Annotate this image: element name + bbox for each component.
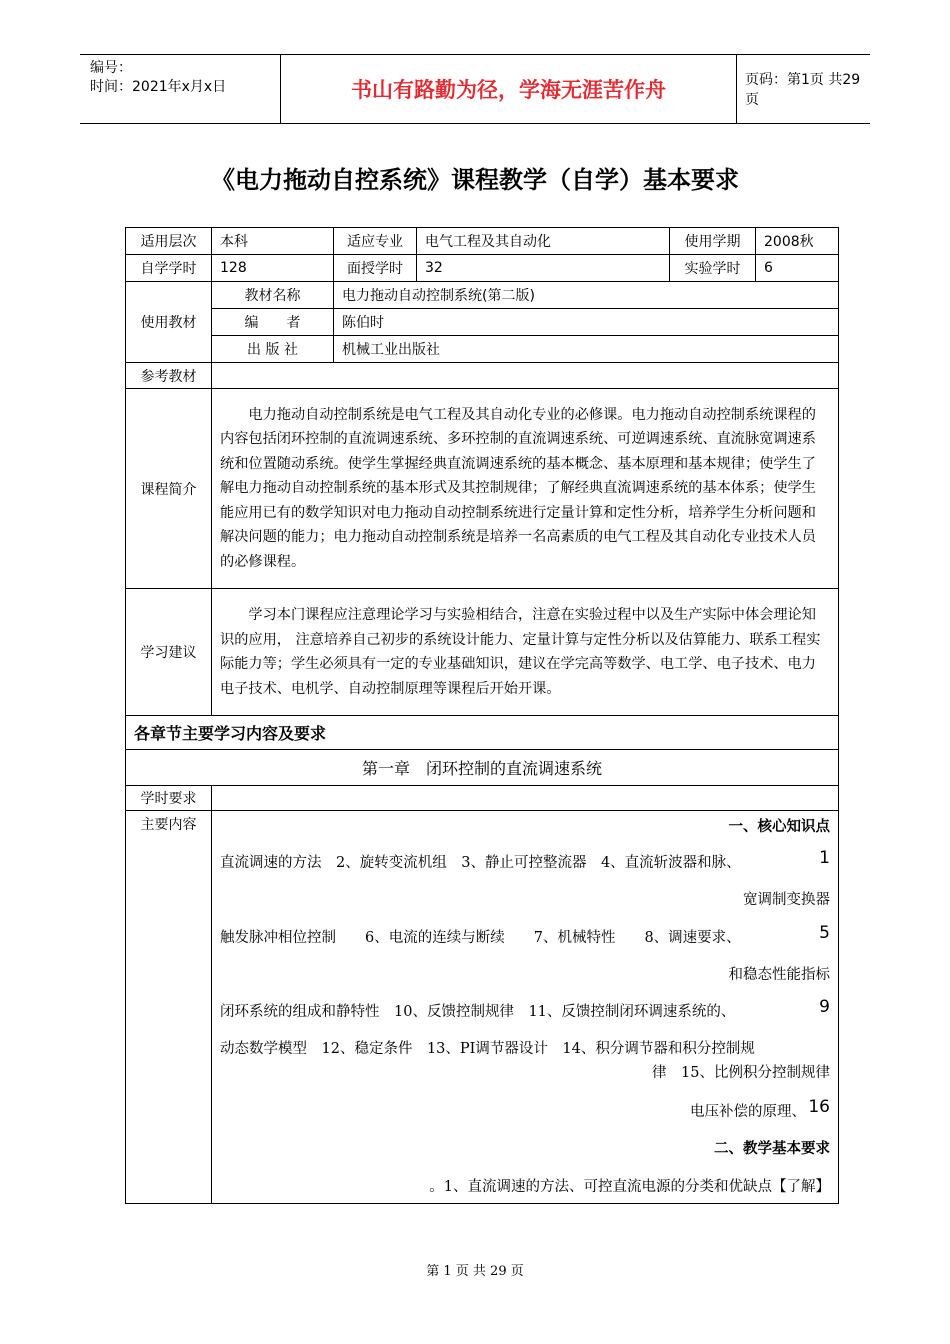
editor-label: 编 者 — [212, 309, 334, 336]
self-hours-label: 自学学时 — [126, 255, 212, 282]
reference-label: 参考教材 — [126, 363, 212, 389]
header-motto: 书山有路勤为径，学海无涯苦作舟 — [280, 55, 737, 123]
item-number: 1 — [819, 848, 830, 868]
intro-label: 课程简介 — [126, 389, 212, 589]
table-row — [126, 336, 839, 363]
table-row — [126, 786, 839, 811]
table-row — [126, 811, 839, 1204]
publisher-label: 出 版 社 — [212, 336, 334, 363]
core-points-heading: 一、核心知识点 — [728, 819, 830, 835]
page-header — [80, 54, 870, 124]
level-value: 本科 — [212, 228, 334, 255]
content-line: 和稳态性能指标 — [728, 967, 830, 983]
textbook-label: 使用教材 — [126, 282, 212, 363]
content-line: 直流调速的方法 2、旋转变流机组 3、静止可控整流器 4、直流斩波器和脉、 — [220, 855, 741, 871]
content-line: 触发脉冲相位控制 6、电流的连续与断续 7、机械特性 8、调速要求、 — [220, 930, 741, 946]
table-row — [126, 282, 839, 309]
hours-req-value — [212, 786, 839, 811]
hours-req-label: 学时要求 — [126, 786, 212, 811]
table-row — [126, 309, 839, 336]
header-page-info: 页码：第1页 共29页 — [745, 72, 861, 108]
lab-hours-value: 6 — [756, 255, 839, 282]
lab-hours-label: 实验学时 — [670, 255, 756, 282]
content-line: 宽调制变换器 — [743, 892, 830, 908]
page-footer: 第 1 页 共 29 页 — [426, 1264, 524, 1279]
content-line: 电压补偿的原理、 — [690, 1104, 806, 1120]
lecture-hours-value: 32 — [417, 255, 670, 282]
book-name-label: 教材名称 — [212, 282, 334, 309]
content-line: 动态数学模型 12、稳定条件 13、PI调节器设计 14、积分调节器和积分控制规 — [220, 1041, 755, 1057]
table-row — [126, 589, 839, 716]
document-title: 《电力拖动自控系统》课程教学（自学）基本要求 — [211, 166, 739, 194]
time-label: 时间：2021年x月x日 — [90, 79, 227, 95]
item-number: 9 — [819, 997, 830, 1017]
editor-value: 陈伯时 — [334, 309, 839, 336]
term-label: 使用学期 — [670, 228, 756, 255]
content-label: 主要内容 — [126, 811, 212, 1204]
major-label: 适应专业 — [334, 228, 417, 255]
course-requirements-table — [125, 227, 839, 1204]
chapters-heading: 各章节主要学习内容及要求 — [126, 716, 839, 750]
item-number: 16 — [808, 1097, 830, 1117]
content-line: 闭环系统的组成和静特性 10、反馈控制规律 11、反馈控制闭环调速系统的、 — [220, 1004, 736, 1020]
content-line: 。1、直流调速的方法、可控直流电源的分类和优缺点【了解】 — [429, 1179, 830, 1195]
intro-text: 电力拖动自动控制系统是电气工程及其自动化专业的必修课。电力拖动自动控制系统课程的内容包括闭环控制的直流调速系统、多环控制的直流调速系统、可逆调速系统、直流脉宽调速系统和位置随动系统。使学生掌握经典直流调速系统的基本概念、基本原理和基本规律；使学生了解电力拖动自动控制系统的基本形式及其控制规律；了解经典直流调速系统的基本体系；使学生能应用已有的数学知识对电力拖动自动控制系统进行定量计算和定性分析，培养学生分析问题和解决问题的能力；电力拖动自动控制系统是培养一名高素质的电气工程及其自动化专业技术人员的必修课程。 — [212, 389, 839, 589]
reference-value — [212, 363, 839, 389]
number-label: 编号： — [90, 60, 132, 76]
teaching-requirements-heading: 二、教学基本要求 — [714, 1141, 830, 1157]
table-row — [126, 228, 839, 255]
book-name-value: 电力拖动自动控制系统(第二版) — [334, 282, 839, 309]
table-row — [126, 716, 839, 750]
table-row — [126, 750, 839, 786]
item-number: 5 — [819, 923, 830, 943]
level-label: 适用层次 — [126, 228, 212, 255]
chapter-title: 第一章 闭环控制的直流调速系统 — [126, 750, 839, 786]
advice-label: 学习建议 — [126, 589, 212, 716]
publisher-value: 机械工业出版社 — [334, 336, 839, 363]
table-row — [126, 389, 839, 589]
term-value: 2008秋 — [756, 228, 839, 255]
main-content-cell — [212, 811, 839, 1204]
header-meta — [90, 59, 226, 97]
self-hours-value: 128 — [212, 255, 334, 282]
content-line: 律 15、比例积分控制规律 — [652, 1065, 830, 1081]
table-row — [126, 363, 839, 389]
advice-text: 学习本门课程应注意理论学习与实验相结合，注意在实验过程中以及生产实际中体会理论知识的应用， 注意培养自己初步的系统设计能力、定量计算与定性分析以及估算能力、联系工程实际能力等；学生必须具有一定的专业基础知识，建议在学完高等数学、电工学、电子技术、电力电子技术、电机学、自动控制原理等课程后开始开课。 — [212, 589, 839, 716]
lecture-hours-label: 面授学时 — [334, 255, 417, 282]
table-row — [126, 255, 839, 282]
major-value: 电气工程及其自动化 — [417, 228, 670, 255]
